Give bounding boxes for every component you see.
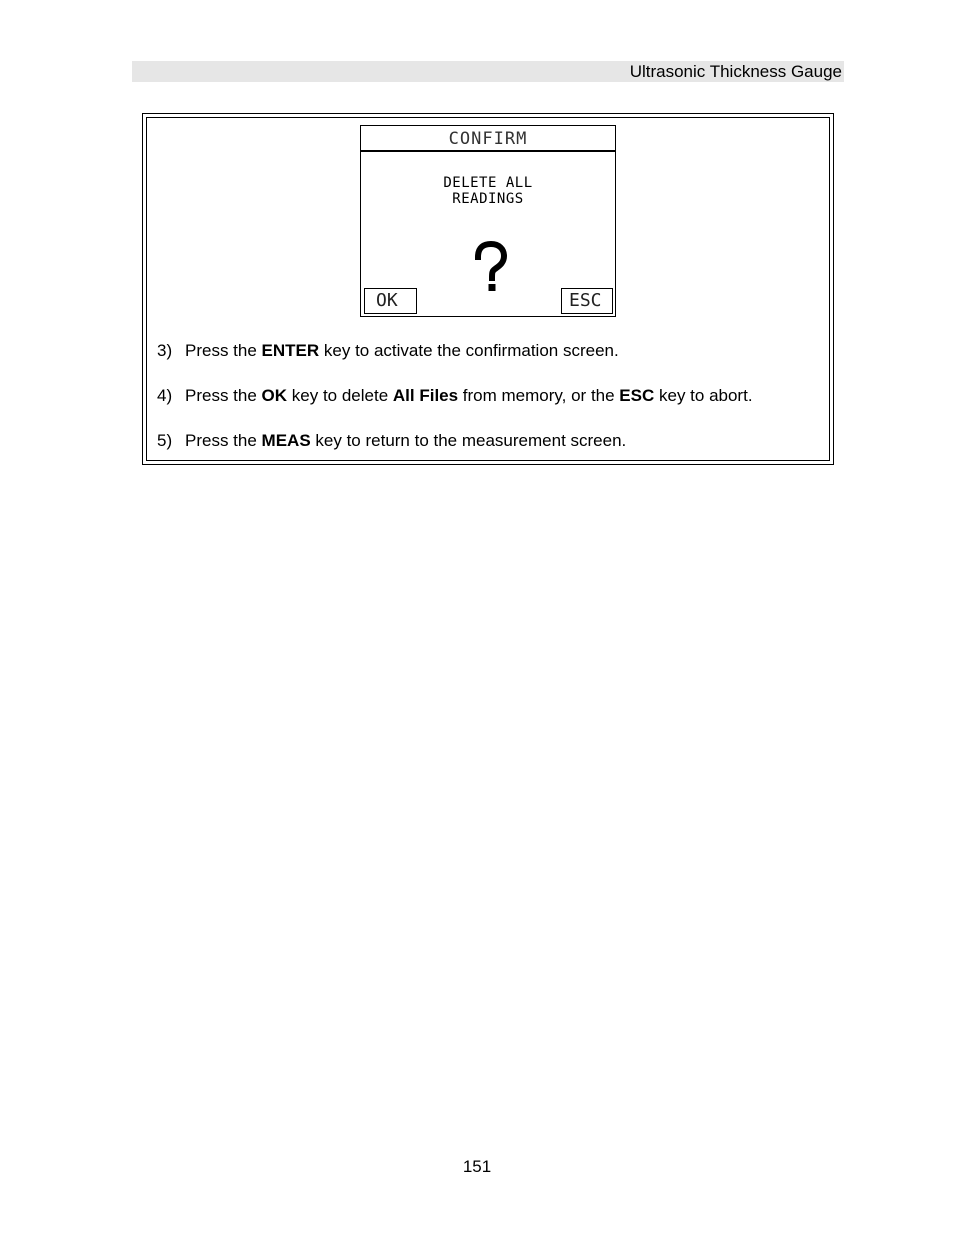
header-title: Ultrasonic Thickness Gauge bbox=[629, 62, 842, 81]
esc-softkey[interactable]: ESC bbox=[561, 288, 613, 314]
step-4 bbox=[157, 386, 753, 406]
lcd-message-line-2: READINGS bbox=[452, 191, 524, 207]
ok-softkey[interactable]: OK bbox=[364, 288, 417, 314]
lcd-message bbox=[361, 175, 615, 207]
lcd-message-line-1: DELETE ALL bbox=[443, 175, 533, 191]
lcd-confirm-screen bbox=[360, 125, 616, 317]
step-text: key to abort. bbox=[654, 386, 753, 405]
meas-key-name: MEAS bbox=[261, 431, 311, 450]
esc-key-name: ESC bbox=[619, 386, 655, 405]
step-5 bbox=[157, 431, 626, 451]
enter-key-name: ENTER bbox=[261, 341, 320, 360]
step-text: Press the bbox=[185, 341, 262, 360]
running-header bbox=[132, 61, 844, 82]
step-3 bbox=[157, 341, 619, 361]
step-text: key to return to the measurement screen. bbox=[310, 431, 627, 450]
page-number: 151 bbox=[462, 1157, 492, 1176]
step-number: 3) bbox=[157, 341, 173, 360]
ok-key-name: OK bbox=[261, 386, 288, 405]
step-text: from memory, or the bbox=[458, 386, 620, 405]
step-text: Press the bbox=[185, 431, 262, 450]
step-number: 5) bbox=[157, 431, 173, 450]
step-text: Press the bbox=[185, 386, 262, 405]
step-number: 4) bbox=[157, 386, 173, 405]
step-text: key to delete bbox=[287, 386, 393, 405]
lcd-title: CONFIRM bbox=[361, 126, 615, 152]
question-mark-icon bbox=[471, 241, 511, 297]
all-files-term: All Files bbox=[392, 386, 459, 405]
step-text: key to activate the confirmation screen. bbox=[319, 341, 619, 360]
